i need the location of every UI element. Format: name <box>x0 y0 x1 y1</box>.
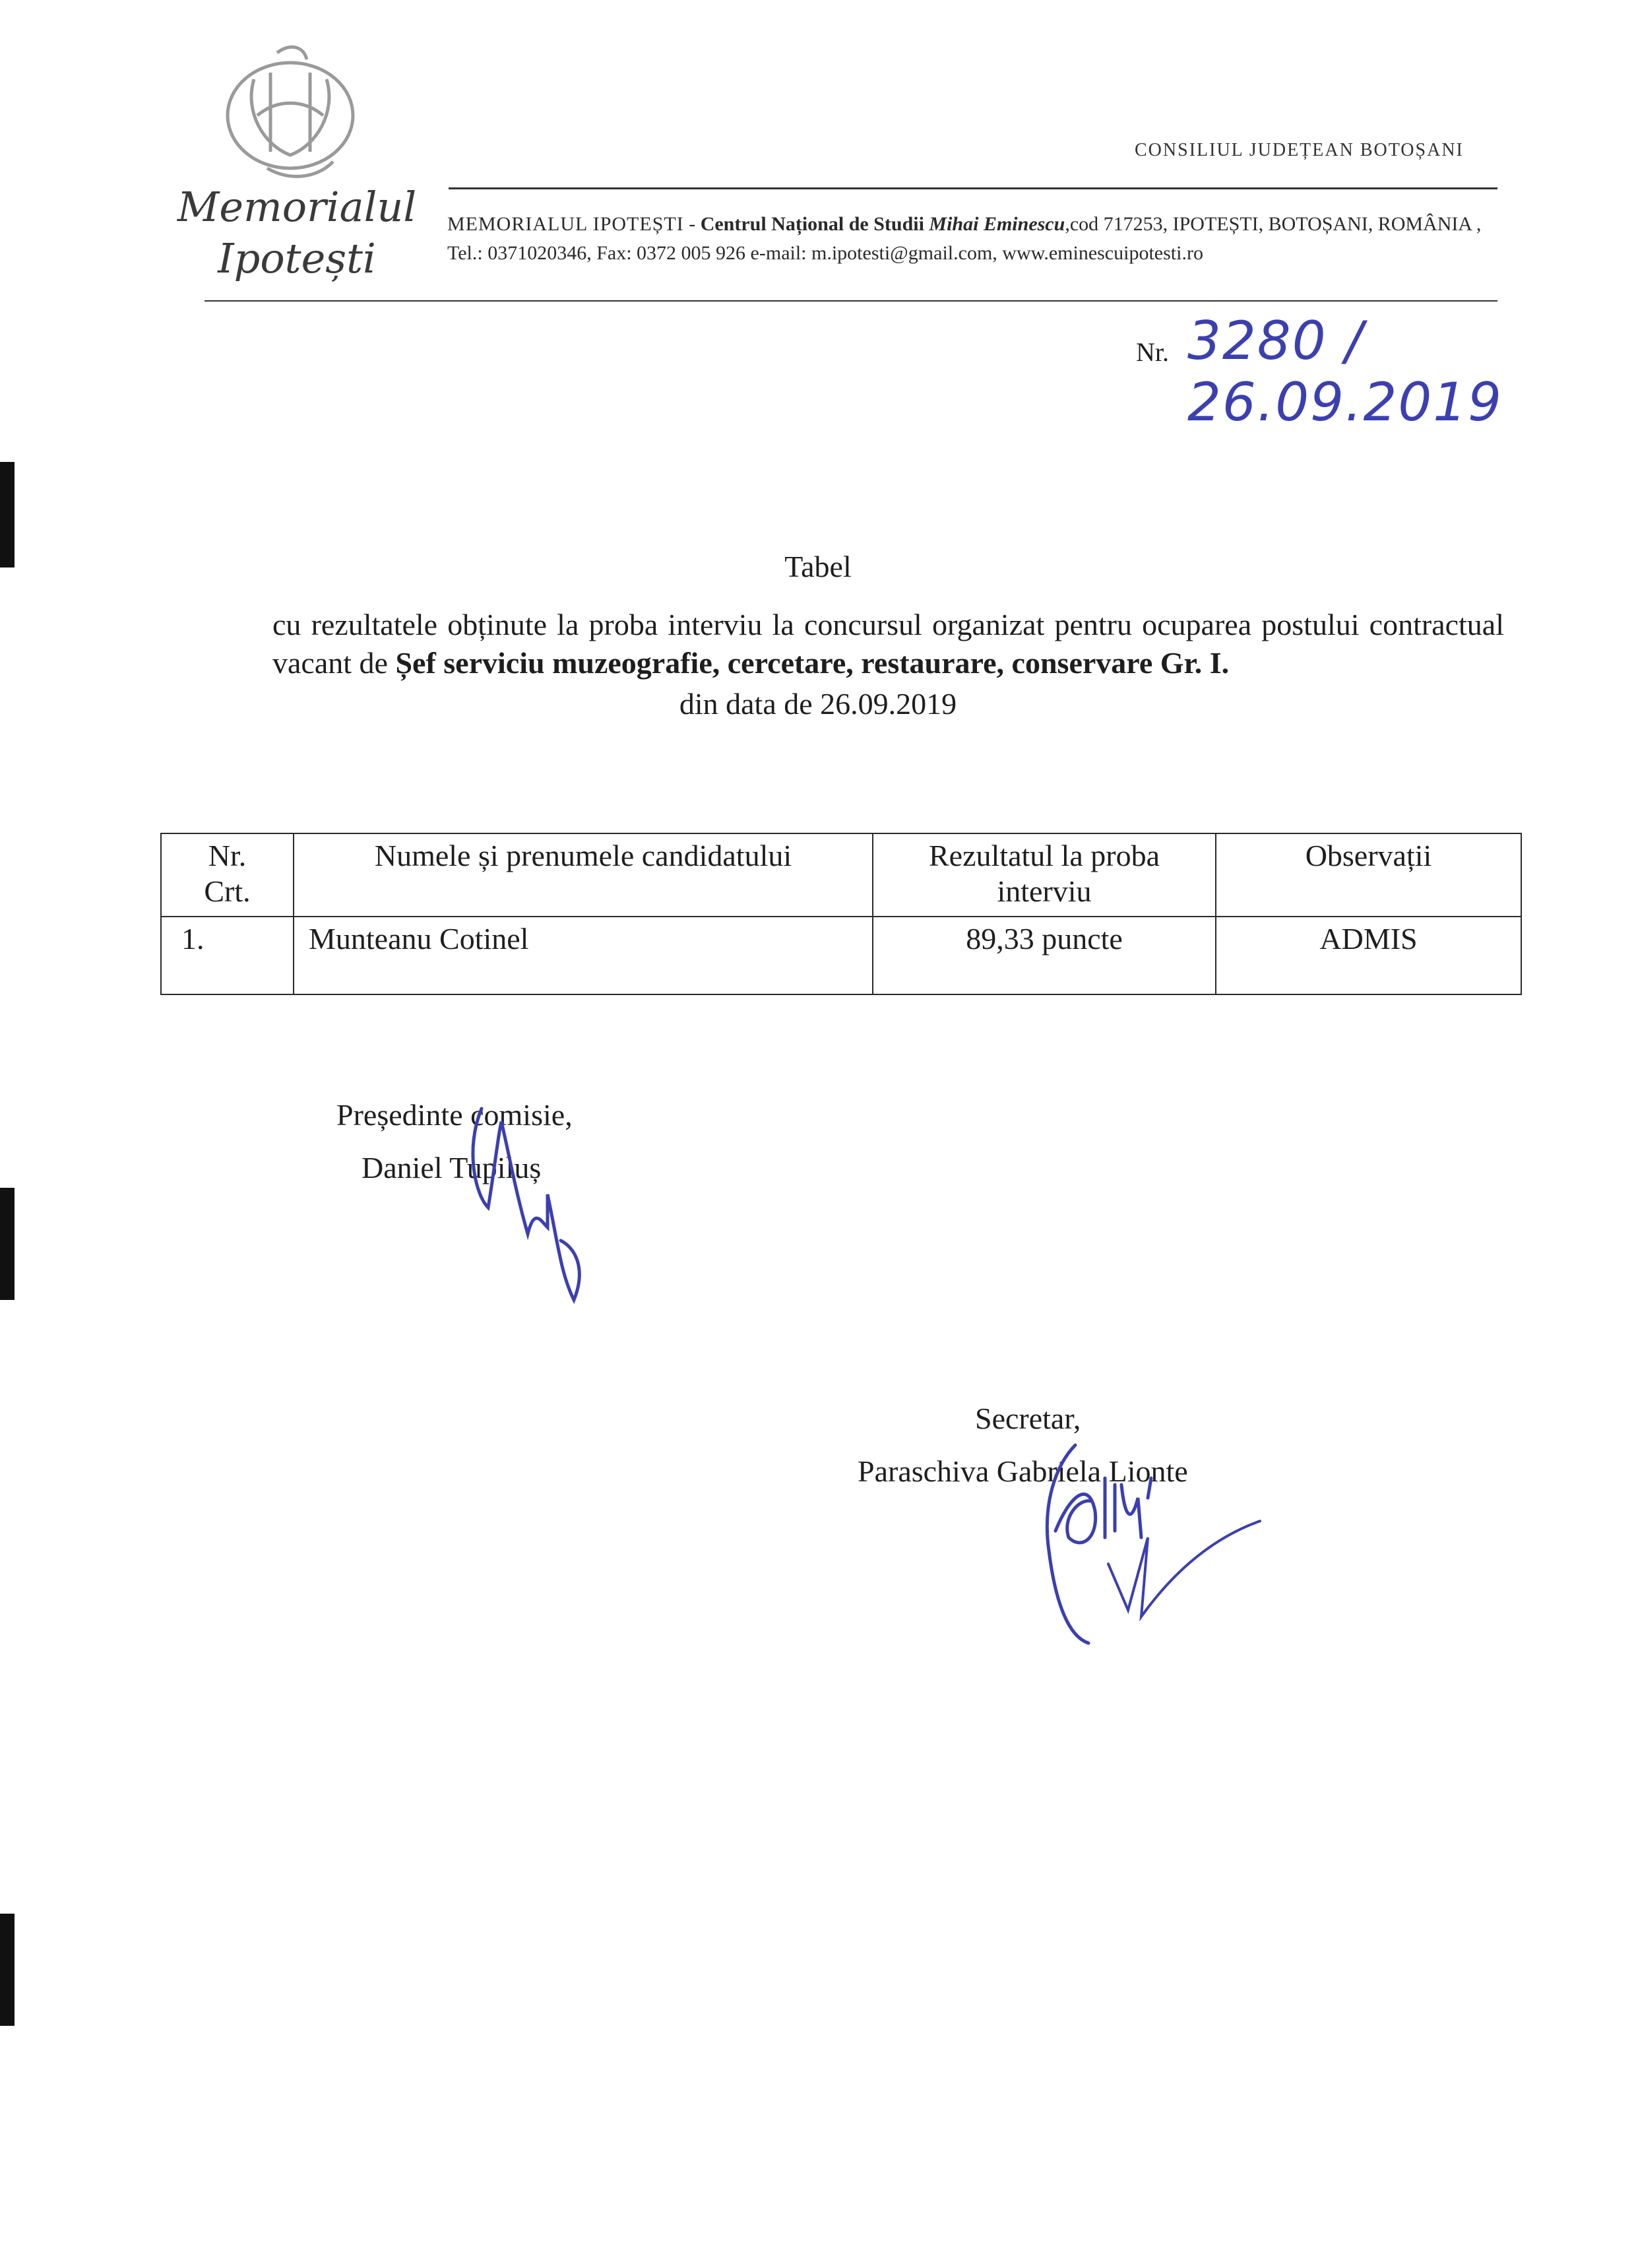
row-nr: 1. <box>161 917 294 994</box>
registration-label: Nr. <box>1136 337 1169 367</box>
scan-mark <box>0 1188 15 1300</box>
row-name: Munteanu Cotinel <box>294 917 873 994</box>
header-info: MEMORIALUL IPOTEȘTI - Centrul Național de Studii Mihai Eminescu,cod 717253, IPOTEȘTI, BOTOȘANI, ROMÂNIA , Tel.: 0371020346, Fax: 0372 005 926 e-mail: m.ipotesti@gmail.com, www.eminescuipotesti.ro <box>447 213 1482 264</box>
logo-text <box>165 181 429 284</box>
header-result <box>873 833 1216 917</box>
president-role: Președinte comisie, <box>336 1098 573 1132</box>
org-address: ,cod 717253, IPOTEȘTI, BOTOȘANI, ROMÂNIA , Tel.: 0371020346, Fax: 0372 005 926 e-mail: m.ipotesti@gmail.com, <box>447 213 1482 264</box>
table-row <box>161 917 1521 994</box>
secretary-name: Paraschiva Gabriela Lionte <box>858 1454 1188 1488</box>
org-website: www.eminescuipotesti.ro <box>1002 242 1203 264</box>
intro-text: cu rezultatele obținute la proba interviu la concursul organizat pentru ocuparea postului contractual vacant de <box>272 608 1504 680</box>
header-name: Numele și prenumele candidatului <box>294 833 873 917</box>
row-notes: ADMIS <box>1216 917 1521 994</box>
poet-name: Mihai Eminescu <box>929 213 1065 235</box>
president-name: Daniel Tupiluș <box>362 1151 542 1184</box>
logo-text-line2: Ipotești <box>218 234 376 282</box>
header-result-line1: Rezultatul la proba <box>929 839 1160 872</box>
logo <box>165 40 429 317</box>
header-result-line2: interviu <box>997 874 1092 908</box>
header-nr-line2: Crt. <box>204 874 251 908</box>
org-title: Centrul Național de Studii <box>700 213 924 235</box>
president-signature-icon <box>462 1095 594 1313</box>
header-rule-bottom <box>204 300 1497 302</box>
logo-emblem-icon <box>191 40 389 191</box>
header-rule-top <box>449 187 1497 189</box>
org-name: MEMORIALUL IPOTEȘTI <box>447 213 684 235</box>
document-date: din data de 26.09.2019 <box>679 687 957 721</box>
secretary-signature-icon <box>1016 1439 1267 1663</box>
header-nr <box>161 833 294 917</box>
document-intro <box>272 606 1504 682</box>
logo-text-line1: Memorialul <box>177 183 417 231</box>
row-result: 89,33 puncte <box>873 917 1216 994</box>
document-title: Tabel <box>784 550 852 583</box>
position-title: Șef serviciu muzeografie, cercetare, restaurare, conservare Gr. I. <box>395 646 1230 680</box>
table-header-row <box>161 833 1521 917</box>
council-name: CONSILIUL JUDEȚEAN BOTOȘANI <box>1135 140 1464 160</box>
results-table <box>160 833 1522 995</box>
header-nr-line1: Nr. <box>208 839 247 872</box>
scan-mark <box>0 1914 15 2026</box>
secretary-role: Secretar, <box>975 1402 1081 1435</box>
header-notes: Observații <box>1216 833 1521 917</box>
registration-number: 3280 / 26.09.2019 <box>1187 310 1503 433</box>
